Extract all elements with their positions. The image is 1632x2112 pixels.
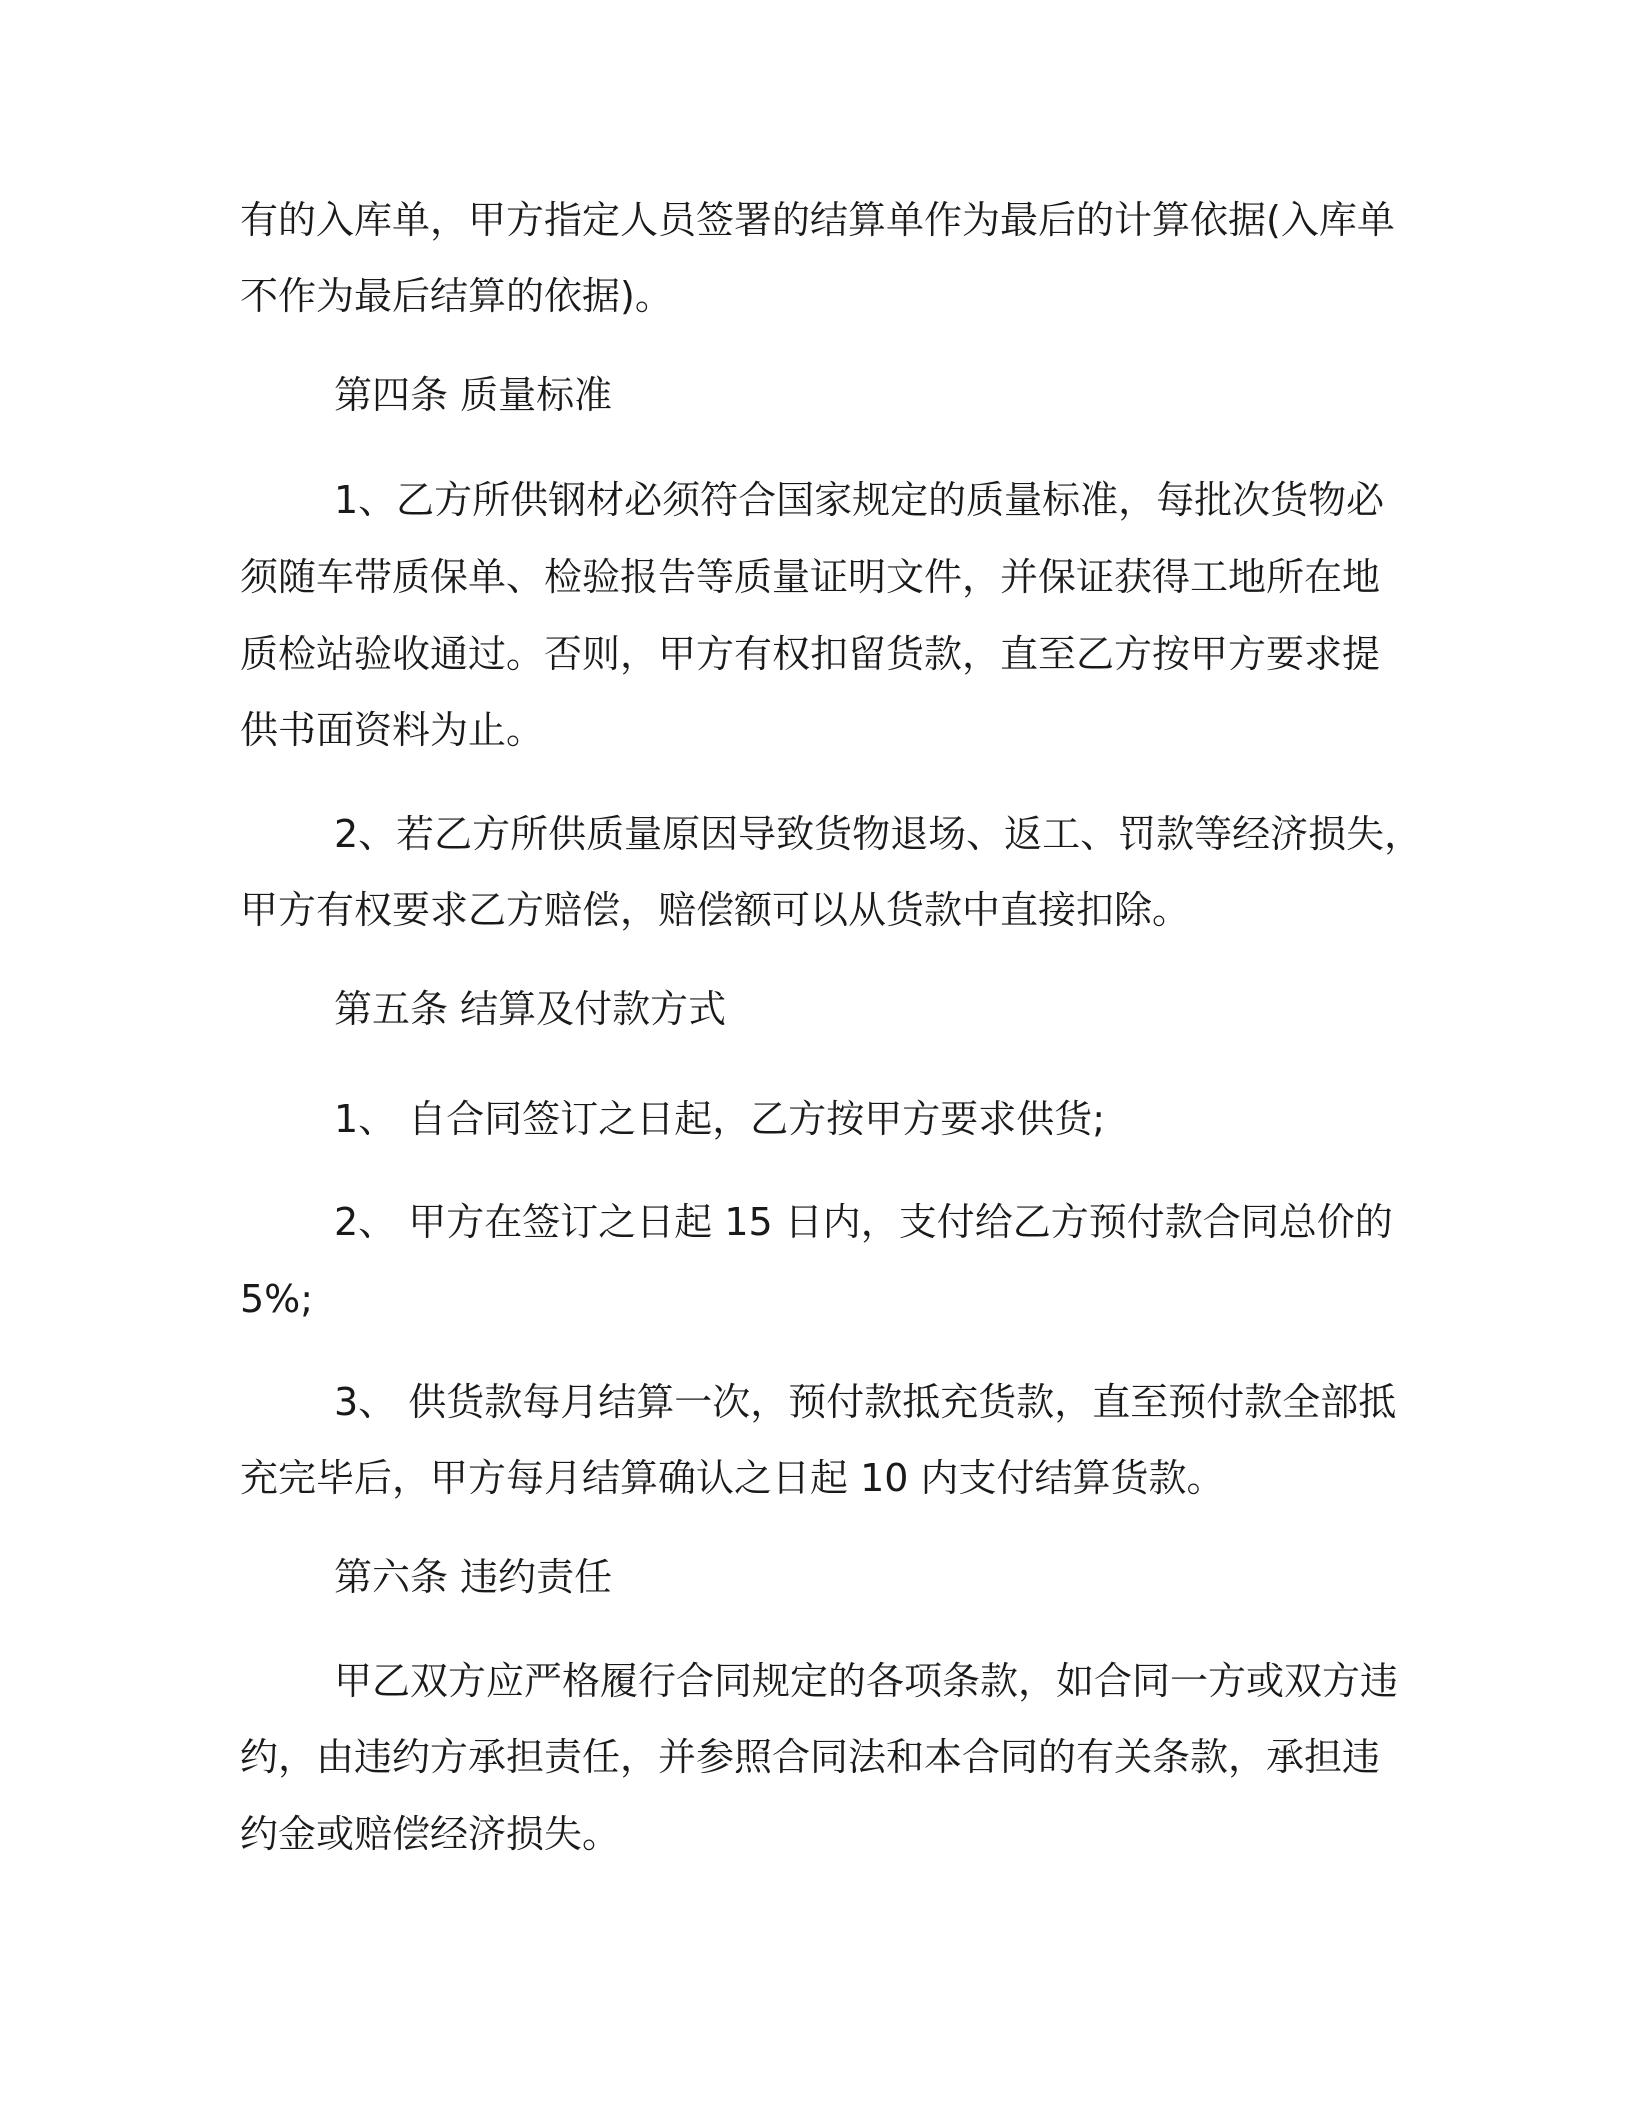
paragraph-line: 供书面资料为止。 [240,708,545,752]
paragraph-line: 充完毕后，甲方每月结算确认之日起 10 内支付结算货款。 [240,1456,1225,1500]
list-item: 2、 甲方在签订之日起 15 日内，支付给乙方预付款合同总价的 [334,1200,1393,1244]
paragraph-line: 2、若乙方所供质量原因导致货物退场、返工、罚款等经济损失， [334,812,1423,856]
paragraph-line: 约，由违约方承担责任，并参照合同法和本合同的有关条款，承担违 [240,1735,1381,1779]
paragraph-line: 有的入库单，甲方指定人员签署的结算单作为最后的计算依据(入库单 [240,198,1395,242]
paragraph-line: 约金或赔偿经济损失。 [240,1812,621,1856]
section-heading: 第五条 结算及付款方式 [334,987,727,1031]
paragraph-line: 1、乙方所供钢材必须符合国家规定的质量标准，每批次货物必 [334,478,1385,522]
paragraph-line: 须随车带质保单、检验报告等质量证明文件，并保证获得工地所在地 [240,555,1381,599]
section-heading: 第六条 违约责任 [334,1555,613,1599]
paragraph-line: 不作为最后结算的依据)。 [240,274,673,318]
list-item: 1、 自合同签订之日起，乙方按甲方要求供货; [334,1097,1106,1141]
paragraph-line: 质检站验收通过。否则，甲方有权扣留货款，直至乙方按甲方要求提 [240,632,1381,676]
list-item: 3、 供货款每月结算一次，预付款抵充货款，直至预付款全部抵 [334,1380,1397,1424]
paragraph-line: 5%; [240,1277,314,1321]
section-heading: 第四条 质量标准 [334,373,613,417]
paragraph-line: 甲方有权要求乙方赔偿，赔偿额可以从货款中直接扣除。 [240,888,1191,932]
paragraph-line: 甲乙双方应严格履行合同规定的各项条款，如合同一方或双方违 [334,1659,1399,1703]
